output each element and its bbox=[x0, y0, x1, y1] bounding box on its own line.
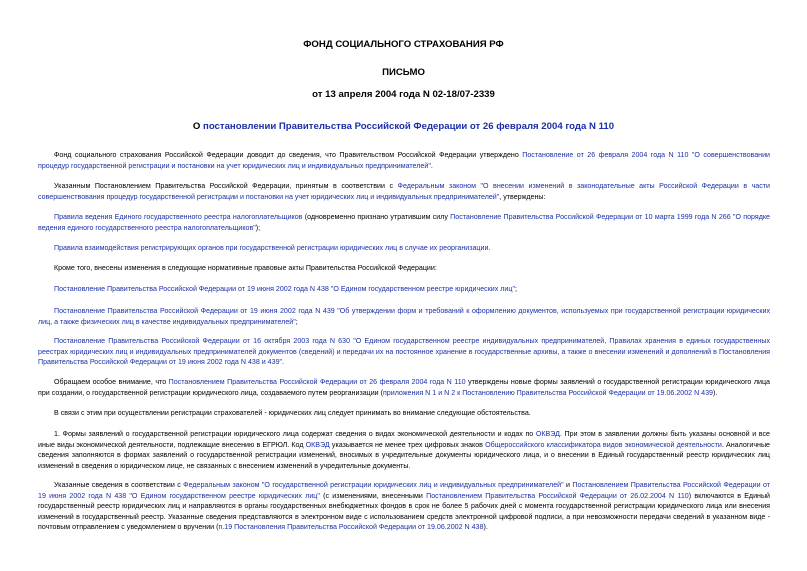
paragraph-text: ); bbox=[255, 223, 261, 232]
okved-link[interactable]: ОКВЭД bbox=[535, 430, 560, 438]
paragraph-text: указывается не менее трех цифровых знаков bbox=[329, 440, 486, 449]
document-subject bbox=[0, 121, 807, 133]
appendix-link[interactable]: приложения N 1 и N 2 к Постановлению Правительства Российской Федерации от 19.06.2002 N 439 bbox=[382, 388, 713, 397]
decree-110-link[interactable]: Постановлением Правительства Российской Федерации от 26.02.2004 N 110 bbox=[426, 491, 689, 500]
decree-438-clause-link[interactable]: п.19 Постановления Правительства Российской Федерации от 19.06.2002 N 438 bbox=[218, 523, 484, 532]
classifier-link[interactable]: Общероссийского классификатора видов экономической деятельности bbox=[485, 440, 722, 449]
paragraph-text: . bbox=[430, 161, 433, 170]
paragraph-7 bbox=[38, 306, 770, 327]
paragraph-8 bbox=[38, 336, 770, 368]
paragraph-text: утверждены новые формы заявлений о государственной регистрации юридического лица при создании, о государственной регистрации юридического лица, создаваемого путем реорганизации ( bbox=[38, 378, 770, 397]
paragraph-9 bbox=[38, 377, 770, 398]
paragraph-4 bbox=[38, 243, 770, 254]
federal-law-registration-link[interactable]: Федеральным законом "О государственной регистрации юридических лиц и индивидуальных предпринимателей" bbox=[183, 481, 564, 489]
paragraph-text: Указанные сведения в соответствии с bbox=[54, 481, 184, 489]
organization-title: ФОНД СОЦИАЛЬНОГО СТРАХОВАНИЯ РФ bbox=[303, 39, 504, 50]
paragraph-text: (с изменениями, внесенными bbox=[319, 491, 427, 500]
paragraph-text: ; bbox=[514, 285, 517, 293]
paragraph-text: Обращаем особое внимание, что bbox=[54, 378, 169, 386]
paragraph-6 bbox=[38, 284, 770, 295]
decree-110-link[interactable]: Постановлением Правительства Российской Федерации от 26 февраля 2004 года N 110 bbox=[168, 378, 466, 386]
tax-register-rules-link[interactable]: Правила ведения Единого государственного реестра налогоплательщиков bbox=[54, 213, 303, 221]
decree-439-link[interactable]: Постановление Правительства Российской Федерации от 19 июня 2002 года N 439 "Об утверждении форм и требований к оформлению документов, используемых при государственной регистрации юридических лиц, а также физических лиц в качестве индивидуальных предпринимателей" bbox=[38, 307, 770, 326]
paragraph-text: В связи с этим при осуществлении регистрации страхователей - юридических лиц следует принимать во внимание следующие обстоятельства. bbox=[54, 409, 531, 417]
paragraph-text: ). bbox=[713, 388, 718, 397]
decree-630-link[interactable]: Постановление Правительства Российской Федерации от 16 октября 2003 года N 630 "О Едином государственном реестре индивидуальных предпринимателей, Правилах хранения в единых государственных реестрах юридических лиц и индивидуальных предпринимателей документов (сведений) и передачи их на постоянное хранение в государственные архивы, а также о внесении изменений и дополнений в Постановления Правительства Российской Федерации от 19 июня 2002 года N 438 и 439" bbox=[38, 337, 770, 367]
paragraph-text: , утверждены: bbox=[499, 192, 546, 201]
paragraph-text: Фонд социального страхования Российской Федерации доводит до сведения, что Правительством Российской Федерации утверждено bbox=[54, 151, 523, 159]
paragraph-5 bbox=[38, 263, 770, 274]
paragraph-text: ) включаются в Единый государственный реестр юридических лиц и направляются в органы государственных внебюджетных фондов в срок не более 5 рабочих дней с момента государственной регистрации юридического лица или внесения изменений в государственный реестр. Указанные сведения представляются в электронном виде с использованием средств электронной цифровой подписи, а при невозможности передачи сведений в указанном виде - почтовым отправлением с уведомлением о вручении ( bbox=[38, 491, 771, 532]
subject-link[interactable]: постановлении Правительства Российской Федерации от 26 февраля 2004 года N 110 bbox=[203, 121, 615, 132]
paragraph-text: . Аналогичные сведения заполняются в формах заявлений о государственной регистрации изменений, вносимых в учредительные документы юридического лица, и о внесении в Единый государственный реестр юридических лиц изменений в сведения о юридическом лице, не связанных с внесением изменений в учредительные документы. bbox=[38, 440, 770, 470]
paragraph-1 bbox=[38, 150, 770, 171]
paragraph-text: (одновременно признано утратившим силу bbox=[302, 213, 451, 221]
document-type: ПИСЬМО bbox=[382, 67, 425, 78]
document-date-number: от 13 апреля 2004 года N 02-18/07-2339 bbox=[312, 89, 495, 100]
paragraph-text: Кроме того, внесены изменения в следующие нормативные правовые акты Правительства Российской Федерации: bbox=[54, 264, 437, 272]
paragraph-text: . При этом в заявлении должны быть указаны основной и все иные виды экономической деятельности, подлежащие внесению в ЕГРЮЛ. Код bbox=[38, 430, 770, 449]
okved-link[interactable]: ОКВЭД bbox=[305, 440, 330, 449]
paragraph-10 bbox=[38, 408, 770, 419]
paragraph-text: . bbox=[488, 244, 491, 252]
paragraph-text: ; bbox=[295, 317, 298, 326]
paragraph-11 bbox=[38, 429, 770, 471]
paragraph-3 bbox=[38, 212, 770, 233]
paragraph-text: ). bbox=[483, 523, 488, 532]
paragraph-text: и bbox=[563, 481, 573, 489]
paragraph-text: 1. Формы заявлений о государственной регистрации юридического лица содержат сведения о видах экономической деятельности и кодах по bbox=[54, 430, 536, 438]
decree-110-link[interactable]: Постановление от 26 февраля 2004 года N 110 "О совершенствовании процедур государственной регистрации и постановки на учет юридических лиц и индивидуальных предпринимателей" bbox=[38, 151, 770, 170]
decree-438-link[interactable]: Постановление Правительства Российской Федерации от 19 июня 2002 года N 438 "О Едином государственном реестре юридических лиц" bbox=[54, 285, 515, 293]
subject-prefix: О bbox=[192, 121, 204, 132]
paragraph-12 bbox=[38, 480, 770, 533]
reorganization-rules-link[interactable]: Правила взаимодействия регистрирующих органов при государственной регистрации юридических лиц в случае их реорганизации bbox=[54, 244, 489, 252]
paragraph-text: Указанным Постановлением Правительства Российской Федерации, принятым в соответствии с bbox=[54, 182, 398, 190]
decree-266-link[interactable]: Постановление Правительства Российской Федерации от 10 марта 1999 года N 266 "О порядке ведения единого государственного реестра налогоплательщиков" bbox=[38, 213, 770, 232]
federal-law-link[interactable]: Федеральным законом "О внесении изменений в законодательные акты Российской Федерации в части совершенствования процедур государственной регистрации и постановки на учет юридических лиц и индивидуальных предпринимателей" bbox=[38, 182, 771, 201]
paragraph-text: . bbox=[282, 358, 285, 367]
decree-438-link[interactable]: Постановлением Правительства Российской Федерации от 19 июня 2002 года N 438 "О Едином государственном реестре юридических лиц" bbox=[38, 481, 770, 500]
paragraph-2 bbox=[38, 181, 770, 202]
